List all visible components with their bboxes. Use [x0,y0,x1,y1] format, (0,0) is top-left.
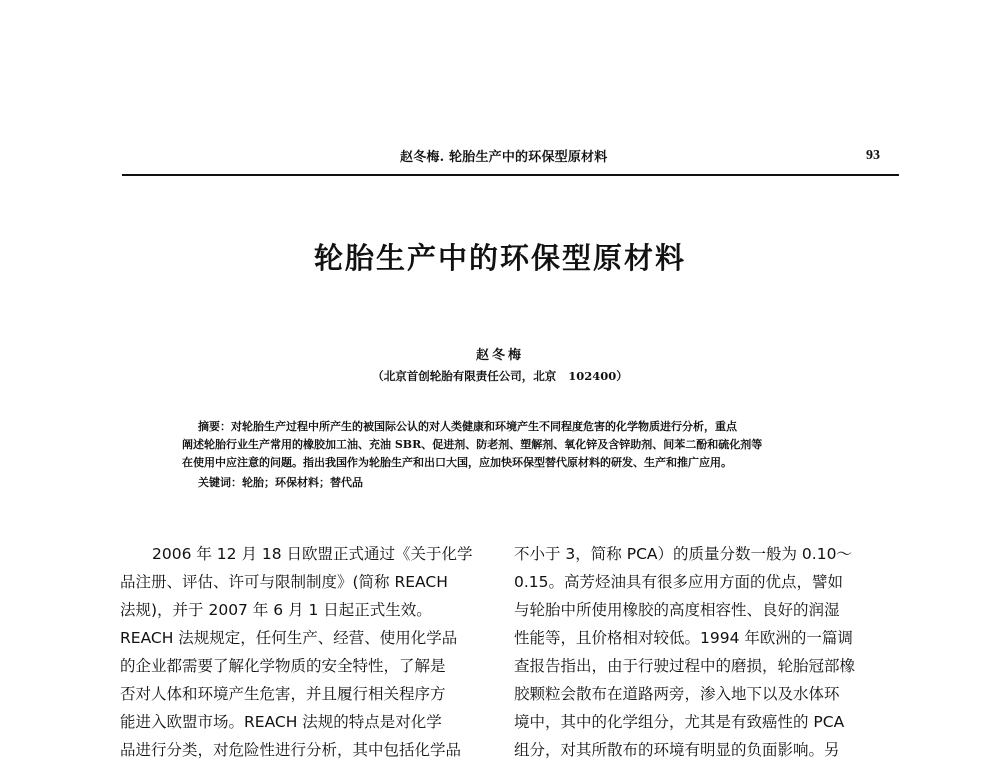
body-line: 与轮胎中所使用橡胶的高度相容性、良好的润湿 [514,601,840,619]
keywords: 关键词：轮胎；环保材料；替代品 [198,476,363,489]
body-line: 法规)，并于 2007 年 6 月 1 日起正式生效。 [120,601,432,619]
abstract-line: 阐述轮胎行业生产常用的橡胶加工油、充油 SBR、促进剂、防老剂、塑解剂、氧化锌及含锌助剂、间苯二酚和硫化剂等 [182,438,763,451]
body-line: 的企业都需要了解化学物质的安全特性，了解是 [120,657,446,675]
page-number: 93 [866,148,880,163]
body-line: 0.15。高芳烃油具有很多应用方面的优点，譬如 [514,573,844,591]
body-line: 性能等，且价格相对较低。1994 年欧洲的一篇调 [514,629,853,647]
body-line: 2006 年 12 月 18 日欧盟正式通过《关于化学 [152,545,473,563]
header-rule [122,174,899,176]
body-line: 品进行分类，对危险性进行分析，其中包括化学品 [120,741,462,759]
running-head: 赵冬梅. 轮胎生产中的环保型原材料 [400,150,608,165]
abstract-line: 摘要：对轮胎生产过程中所产生的被国际公认的对人类健康和环境产生不同程度危害的化学物质进行分析，重点 [198,420,737,433]
author-name: 赵冬梅 [475,348,524,363]
article-title: 轮胎生产中的环保型原材料 [313,241,686,275]
body-line: 境中，其中的化学组分，尤其是有致癌性的 PCA [514,713,845,731]
body-line: 组分，对其所散布的环境有明显的负面影响。另 [514,741,840,759]
body-line: 不小于 3，简称 PCA）的质量分数一般为 0.10～ [514,545,852,563]
body-line: 否对人体和环境产生危害，并且履行相关程序方 [120,685,446,703]
body-line: 查报告指出，由于行驶过程中的磨损，轮胎冠部橡 [514,657,856,675]
body-line: REACH 法规规定，任何生产、经营、使用化学品 [120,629,458,647]
body-line: 能进入欧盟市场。REACH 法规的特点是对化学 [120,713,442,731]
body-column-right [514,540,896,760]
body-line: 胶颗粒会散布在道路两旁，渗入地下以及水体环 [514,685,840,703]
abstract-line: 在使用中应注意的问题。指出我国作为轮胎生产和出口大国，应加快环保型替代原材料的研发、生产和推广应用。 [182,456,732,469]
abstract-block [182,418,828,492]
body-column-left [120,540,502,760]
author-affiliation: （北京首创轮胎有限责任公司，北京 102400） [372,369,628,383]
body-line: 品注册、评估、许可与限制制度》(简称 REACH [120,573,448,591]
